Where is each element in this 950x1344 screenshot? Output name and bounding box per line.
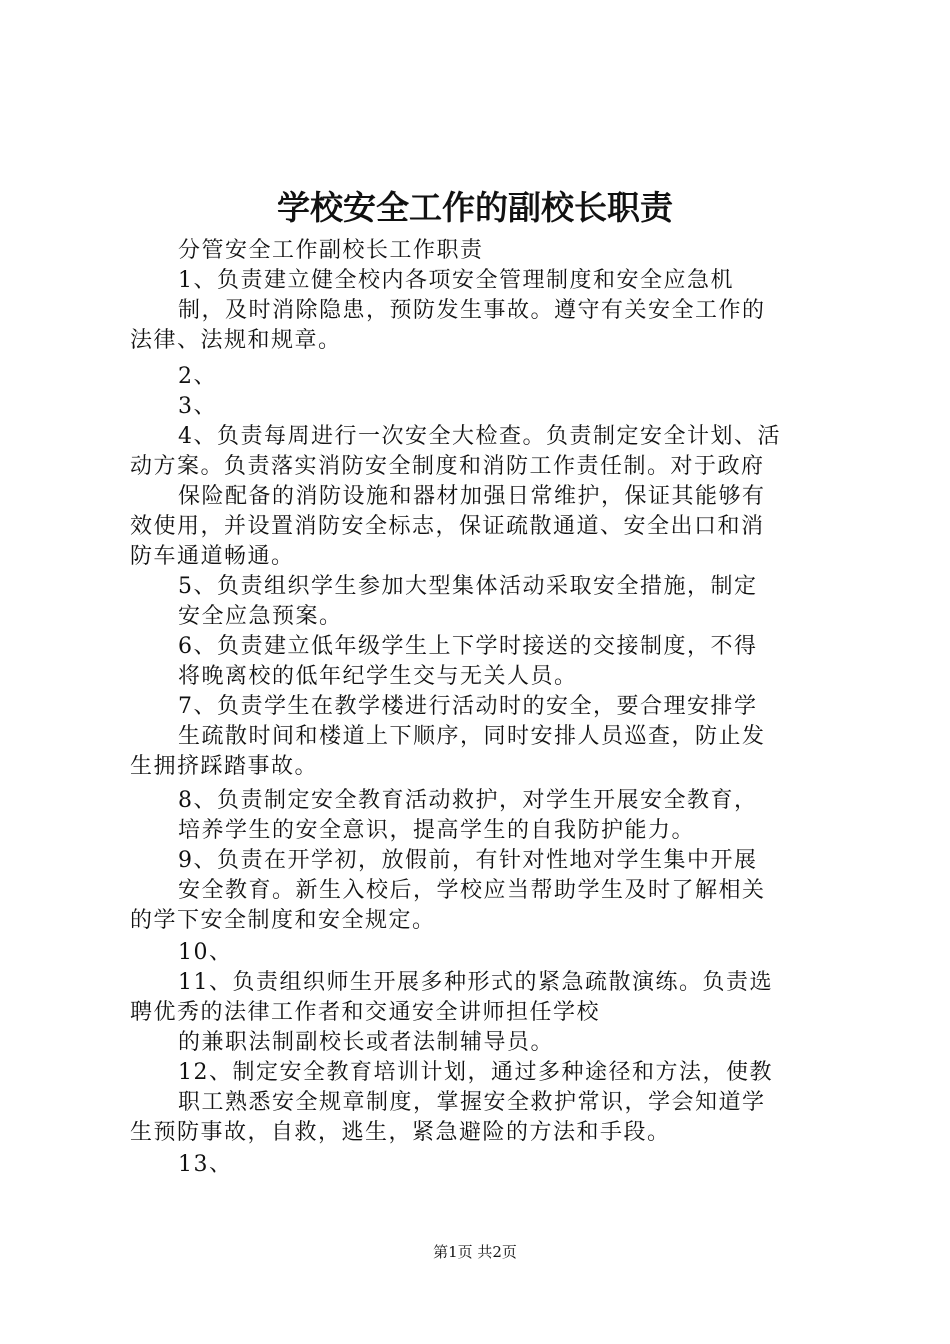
body-line: 生拥挤踩踏事故。	[130, 754, 319, 779]
body-line: 9、负责在开学初，放假前，有针对性地对学生集中开展	[178, 848, 758, 873]
body-line: 的学下安全制度和安全规定。	[130, 908, 436, 933]
body-line: 2、	[178, 364, 217, 389]
body-line: 分管安全工作副校长工作职责	[178, 238, 484, 263]
body-line: 6、负责建立低年级学生上下学时接送的交接制度，不得	[178, 634, 758, 659]
body-line: 4、负责每周进行一次安全大检查。负责制定安全计划、活	[178, 424, 781, 449]
body-line: 聘优秀的法律工作者和交通安全讲师担任学校	[130, 1000, 601, 1025]
body-line: 制，及时消除隐患，预防发生事故。遵守有关安全工作的	[178, 298, 766, 323]
body-line: 7、负责学生在教学楼进行活动时的安全，要合理安排学	[178, 694, 758, 719]
body-line: 生疏散时间和楼道上下顺序，同时安排人员巡查，防止发	[178, 724, 766, 749]
body-line: 法律、法规和规章。	[130, 328, 342, 353]
body-line: 动方案。负责落实消防安全制度和消防工作责任制。对于政府	[130, 454, 765, 479]
page-footer: 第1页 共2页	[433, 1243, 517, 1261]
body-line: 防车通道畅通。	[130, 544, 295, 569]
body-line: 1、负责建立健全校内各项安全管理制度和安全应急机	[178, 268, 734, 293]
body-line: 5、负责组织学生参加大型集体活动采取安全措施，制定	[178, 574, 758, 599]
body-line: 效使用，并设置消防安全标志，保证疏散通道、安全出口和消	[130, 514, 765, 539]
body-line: 10、	[178, 940, 233, 965]
body-line: 的兼职法制副校长或者法制辅导员。	[178, 1030, 555, 1055]
body-line: 12、制定安全教育培训计划，通过多种途径和方法，使教	[178, 1060, 773, 1085]
document-title: 学校安全工作的副校长职责	[277, 188, 673, 227]
body-line: 生预防事故，自救，逃生，紧急避险的方法和手段。	[130, 1120, 671, 1145]
body-line: 13、	[178, 1152, 233, 1177]
body-line: 保险配备的消防设施和器材加强日常维护，保证其能够有	[178, 484, 766, 509]
body-line: 将晚离校的低年纪学生交与无关人员。	[178, 664, 578, 689]
body-line: 11、负责组织师生开展多种形式的紧急疏散演练。负责选	[178, 970, 773, 995]
body-line: 安全教育。新生入校后，学校应当帮助学生及时了解相关	[178, 878, 766, 903]
body-line: 3、	[178, 394, 217, 419]
body-line: 8、负责制定安全教育活动救护，对学生开展安全教育，	[178, 788, 758, 813]
body-line: 培养学生的安全意识，提高学生的自我防护能力。	[178, 818, 696, 843]
body-line: 安全应急预案。	[178, 604, 343, 629]
body-line: 职工熟悉安全规章制度，掌握安全救护常识，学会知道学	[178, 1090, 766, 1115]
